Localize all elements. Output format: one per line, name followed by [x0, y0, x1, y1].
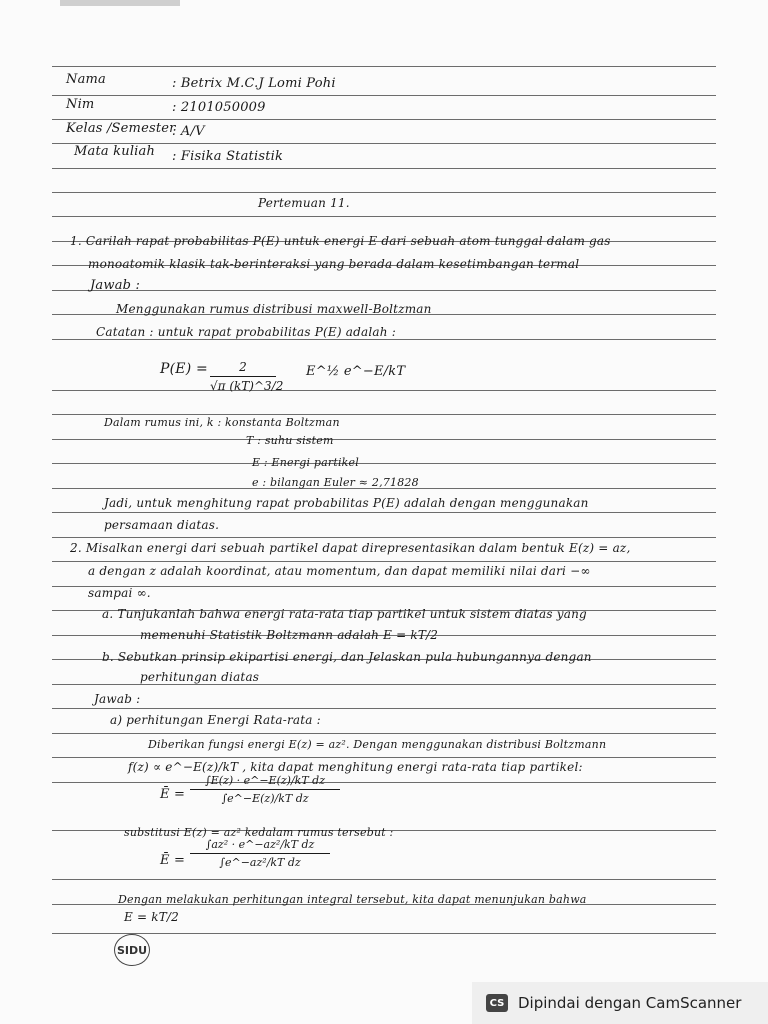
- camscanner-logo-icon: CS: [486, 994, 508, 1012]
- q1-conclusion-line1: Jadi, untuk menghitung rapat probabilitas P(E) adalah dengan menggunakan: [104, 496, 589, 510]
- ruled-line: [52, 414, 716, 415]
- formula-avg-fraction: [190, 774, 340, 805]
- q2-answer-heading: a) perhitungan Energi Rata-rata :: [110, 713, 321, 727]
- ruled-line: [52, 192, 716, 193]
- q2-proportional: f(z) ∝ e^−E(z)/kT , kita dapat menghitung energi rata-rata tiap partikel:: [128, 760, 583, 774]
- ruled-line: [52, 290, 716, 291]
- definition-e-energy: E : Energi partikel: [252, 456, 359, 469]
- nama-label: Nama: [66, 72, 107, 87]
- ruled-line: [52, 168, 716, 169]
- q2-line3: sampai ∞.: [88, 586, 151, 600]
- camscanner-text: Dipindai dengan CamScanner: [518, 994, 742, 1012]
- formula-sub-denominator: ∫e^−az²/kT dz: [219, 856, 301, 869]
- q2-jawab: Jawab :: [94, 692, 141, 706]
- ruled-line: [52, 95, 716, 96]
- nim-value: : 2101050009: [172, 100, 266, 115]
- fraction-bar: [190, 789, 340, 790]
- page-title: Pertemuan 11.: [258, 196, 350, 210]
- q2-given: Diberikan fungsi energi E(z) = az². Dengan menggunakan distribusi Boltzmann: [148, 738, 607, 751]
- formula-avg-denominator: ∫e^−E(z)/kT dz: [221, 792, 309, 805]
- q2-part-b-line2: perhitungan diatas: [140, 670, 260, 684]
- nama-value: : Betrix M.C.J Lomi Pohi: [172, 76, 336, 91]
- q2-part-a-line1: a. Tunjukanlah bahwa energi rata-rata tiap partikel untuk sistem diatas yang: [102, 607, 587, 621]
- ruled-line: [52, 757, 716, 758]
- ruled-line: [52, 339, 716, 340]
- ruled-line: [52, 390, 716, 391]
- formula-pe-rhs: E^½ e^−E/kT: [306, 364, 406, 379]
- ruled-line: [52, 216, 716, 217]
- ruled-line: [52, 733, 716, 734]
- formula-avg-lhs: Ē =: [160, 787, 186, 802]
- formula-sub-numerator: ∫az² · e^−az²/kT dz: [205, 838, 315, 851]
- q1-jawab: Jawab :: [90, 278, 141, 293]
- q1-answer-line1: Menggunakan rumus distribusi maxwell-Boltzman: [116, 302, 432, 316]
- page-top-edge: [60, 0, 180, 6]
- q2-conclusion-line1: Dengan melakukan perhitungan integral tersebut, kita dapat menunjukan bahwa: [118, 893, 587, 906]
- ruled-line: [52, 586, 716, 587]
- formula-sub-lhs: Ē =: [160, 853, 186, 868]
- formula-sub-fraction: [190, 838, 330, 869]
- definition-intro: Dalam rumus ini, k : konstanta Boltzman: [104, 416, 340, 429]
- sidu-logo-stamp: SIDU: [114, 934, 150, 966]
- formula-avg-numerator: ∫E(z) · e^−E(z)/kT dz: [204, 774, 326, 787]
- ruled-line: [52, 512, 716, 513]
- formula-pe-fraction: [210, 360, 284, 393]
- kelas-value: : A/V: [172, 124, 205, 139]
- q2-line2: a dengan z adalah koordinat, atau momentum, dan dapat memiliki nilai dari −∞: [88, 564, 591, 578]
- q2-part-a-line2: memenuhi Statistik Boltzmann adalah E = kT/2: [140, 628, 439, 642]
- q2-substitution: substitusi E(z) = az² kedalam rumus tersebut :: [124, 826, 394, 839]
- nim-label: Nim: [66, 97, 95, 112]
- fraction-bar: [210, 376, 276, 377]
- ruled-line: [52, 708, 716, 709]
- q1-line2: monoatomik klasik tak-berinteraksi yang berada dalam kesetimbangan termal: [88, 257, 580, 271]
- matakuliah-value: : Fisika Statistik: [172, 149, 284, 164]
- ruled-line: [52, 684, 716, 685]
- q2-conclusion-line2: E = kT/2: [124, 910, 179, 924]
- fraction-bar: [190, 853, 330, 854]
- ruled-line: [52, 119, 716, 120]
- formula-pe-denominator: √π (kT)^3/2: [210, 379, 284, 393]
- ruled-line: [52, 561, 716, 562]
- kelas-label: Kelas /Semester: [66, 121, 176, 136]
- ruled-line: [52, 933, 716, 934]
- ruled-line: [52, 66, 716, 67]
- formula-pe-numerator: 2: [239, 360, 247, 374]
- formula-pe-lhs: P(E) =: [160, 361, 208, 377]
- q1-conclusion-line2: persamaan diatas.: [104, 518, 220, 532]
- ruled-line: [52, 782, 716, 783]
- definition-t: T : suhu sistem: [246, 434, 334, 447]
- q2-part-b-line1: b. Sebutkan prinsip ekipartisi energi, dan Jelaskan pula hubungannya dengan: [102, 650, 592, 664]
- definition-e-euler: e : bilangan Euler ≈ 2,71828: [252, 476, 419, 489]
- camscanner-watermark: [472, 982, 768, 1024]
- matakuliah-label: Mata kuliah: [74, 144, 156, 159]
- q1-answer-line2: Catatan : untuk rapat probabilitas P(E) adalah :: [96, 325, 396, 339]
- ruled-line: [52, 879, 716, 880]
- q1-line1: 1. Carilah rapat probabilitas P(E) untuk energi E dari sebuah atom tunggal dalam gas: [70, 234, 611, 248]
- q2-line1: 2. Misalkan energi dari sebuah partikel dapat direpresentasikan dalam bentuk E(z) = az,: [70, 541, 631, 555]
- ruled-line: [52, 439, 716, 440]
- ruled-line: [52, 537, 716, 538]
- ruled-line: [52, 463, 716, 464]
